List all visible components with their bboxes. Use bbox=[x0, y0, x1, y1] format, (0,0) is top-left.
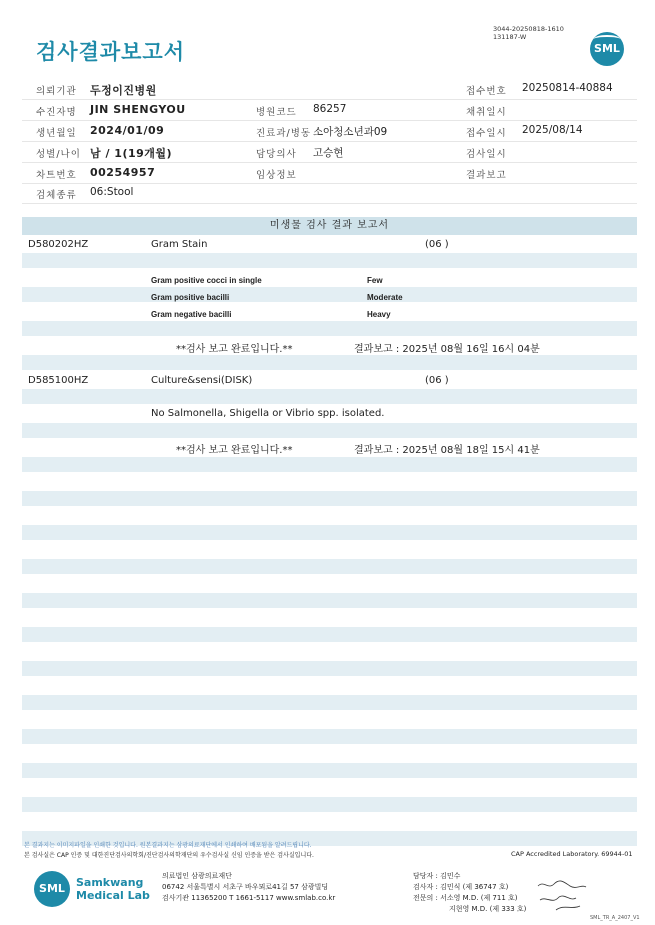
staff-line: 담당자 : 김민수 bbox=[413, 872, 461, 880]
contact: 검사기관 11365200 T 1661-5117 www.smlab.co.kr bbox=[162, 894, 336, 902]
lab-address-block bbox=[162, 871, 335, 904]
brand-name bbox=[76, 876, 150, 902]
culture-comment: No Salmonella, Shigella or Vibrio spp. isolated. bbox=[151, 408, 385, 419]
signature-image bbox=[536, 878, 596, 912]
row-stripe bbox=[22, 321, 637, 336]
divider bbox=[22, 203, 637, 204]
barcode-text bbox=[493, 25, 564, 41]
row-stripe bbox=[22, 763, 637, 778]
disclaimer-image: 본 결과지는 이미지파일을 인쇄한 것입니다. 원본결과지는 삼광의료재단에서 인쇄하여 배포됨을 알려드립니다. bbox=[24, 842, 312, 849]
report-time: 결과보고 : 2025년 08월 16일 16시 04분 bbox=[354, 344, 540, 355]
row-stripe bbox=[22, 559, 637, 574]
label-requesting-institution: 의뢰기관 bbox=[36, 86, 77, 97]
staff-line: 지현영 M.D. (제 333 호) bbox=[449, 905, 527, 913]
received-date: 2025/08/14 bbox=[522, 124, 583, 136]
org-name: 의료법인 삼광의료재단 bbox=[162, 872, 232, 880]
row-stripe bbox=[22, 287, 637, 302]
divider bbox=[22, 162, 637, 163]
label-patient-name: 수진자명 bbox=[36, 107, 77, 118]
sml-logo-icon bbox=[34, 871, 70, 907]
row-stripe bbox=[22, 627, 637, 642]
divider bbox=[22, 99, 637, 100]
label-specimen-type: 검체종류 bbox=[36, 190, 77, 201]
specimen-type: 06:Stool bbox=[90, 186, 134, 198]
patient-name: JIN SHENGYOU bbox=[90, 103, 186, 116]
chart-no: 00254957 bbox=[90, 166, 156, 179]
label-clinical-info: 임상정보 bbox=[256, 170, 297, 181]
staff-line: 검사자 : 김민식 (제 36747 호) bbox=[413, 883, 509, 891]
row-stripe bbox=[22, 729, 637, 744]
test-code: D580202HZ bbox=[28, 239, 89, 250]
report-complete: **검사 보고 완료입니다.** bbox=[176, 445, 293, 456]
brand-line: Samkwang bbox=[76, 876, 144, 889]
hospital-code: 86257 bbox=[313, 103, 347, 115]
sex-age: 남 / 1(19개월) bbox=[90, 147, 173, 160]
test-name: Gram Stain bbox=[151, 239, 208, 250]
physician: 고승현 bbox=[313, 147, 344, 159]
row-stripe bbox=[22, 661, 637, 676]
staff-line: 전문의 : 서소영 M.D. (제 711 호) bbox=[413, 894, 518, 902]
disclaimer-certification: 본 검사실은 CAP 인증 및 대한진단검사의학회/진단검사의학재단의 우수검사실 신임 인증을 받은 검사실입니다. bbox=[24, 852, 314, 859]
department: 소아청소년과09 bbox=[313, 126, 388, 138]
label-report-date: 결과보고 bbox=[466, 170, 507, 181]
label-chart-no: 차트번호 bbox=[36, 170, 77, 181]
requesting-institution: 두정이진병원 bbox=[90, 84, 157, 97]
sub-code: 131187-W bbox=[493, 33, 527, 41]
finding-item: Gram positive bacilli bbox=[151, 293, 230, 302]
row-stripe bbox=[22, 355, 637, 370]
sml-logo-icon bbox=[590, 32, 624, 66]
label-department: 진료과/병동 bbox=[256, 128, 312, 139]
label-accession-no: 접수번호 bbox=[466, 86, 507, 97]
row-stripe bbox=[22, 423, 637, 438]
row-stripe bbox=[22, 695, 637, 710]
staff-block bbox=[413, 871, 526, 915]
report-complete: **검사 보고 완료입니다.** bbox=[176, 344, 293, 355]
specimen-code: (06 ) bbox=[425, 375, 449, 386]
divider bbox=[22, 120, 637, 121]
row-stripe bbox=[22, 389, 637, 404]
brand-line: Medical Lab bbox=[76, 889, 150, 902]
finding-result: Moderate bbox=[367, 293, 403, 302]
specimen-code: (06 ) bbox=[425, 239, 449, 250]
cap-accreditation: CAP Accredited Laboratory. 69944-01 bbox=[511, 850, 633, 858]
finding-result: Few bbox=[367, 276, 383, 285]
row-stripe bbox=[22, 525, 637, 540]
row-stripe bbox=[22, 593, 637, 608]
row-stripe bbox=[22, 253, 637, 268]
label-received-date: 접수일시 bbox=[466, 128, 507, 139]
finding-item: Gram positive cocci in single bbox=[151, 276, 262, 285]
report-title: 검사결과보고서 bbox=[36, 40, 186, 64]
divider bbox=[22, 141, 637, 142]
label-hospital-code: 병원코드 bbox=[256, 107, 297, 118]
row-stripe bbox=[22, 797, 637, 812]
label-birth-date: 생년월일 bbox=[36, 128, 77, 139]
report-time: 결과보고 : 2025년 08월 18일 15시 41분 bbox=[354, 445, 540, 456]
logo-text: SML bbox=[39, 882, 65, 895]
label-sex-age: 성별/나이 bbox=[36, 149, 81, 160]
birth-date: 2024/01/09 bbox=[90, 124, 165, 137]
test-code: D585100HZ bbox=[28, 375, 89, 386]
finding-item: Gram negative bacilli bbox=[151, 310, 232, 319]
test-name: Culture&sensi(DISK) bbox=[151, 375, 253, 386]
request-code: 3044-20250818-1610 bbox=[493, 25, 564, 33]
row-stripe bbox=[22, 457, 637, 472]
label-collection-time: 채취일시 bbox=[466, 107, 507, 118]
section-title: 미생물 검사 결과 보고서 bbox=[22, 217, 637, 235]
logo-text: SML bbox=[594, 42, 620, 55]
finding-result: Heavy bbox=[367, 310, 391, 319]
label-physician: 담당의사 bbox=[256, 149, 297, 160]
row-stripe bbox=[22, 491, 637, 506]
divider bbox=[22, 183, 637, 184]
accession-no: 20250814-40884 bbox=[522, 82, 613, 94]
form-code: SML_TR_A_2407_V1 bbox=[590, 915, 640, 921]
label-test-date: 검사일시 bbox=[466, 149, 507, 160]
address: 06742 서울특별시 서초구 바우뫼로41길 57 삼광빌딩 bbox=[162, 883, 329, 891]
